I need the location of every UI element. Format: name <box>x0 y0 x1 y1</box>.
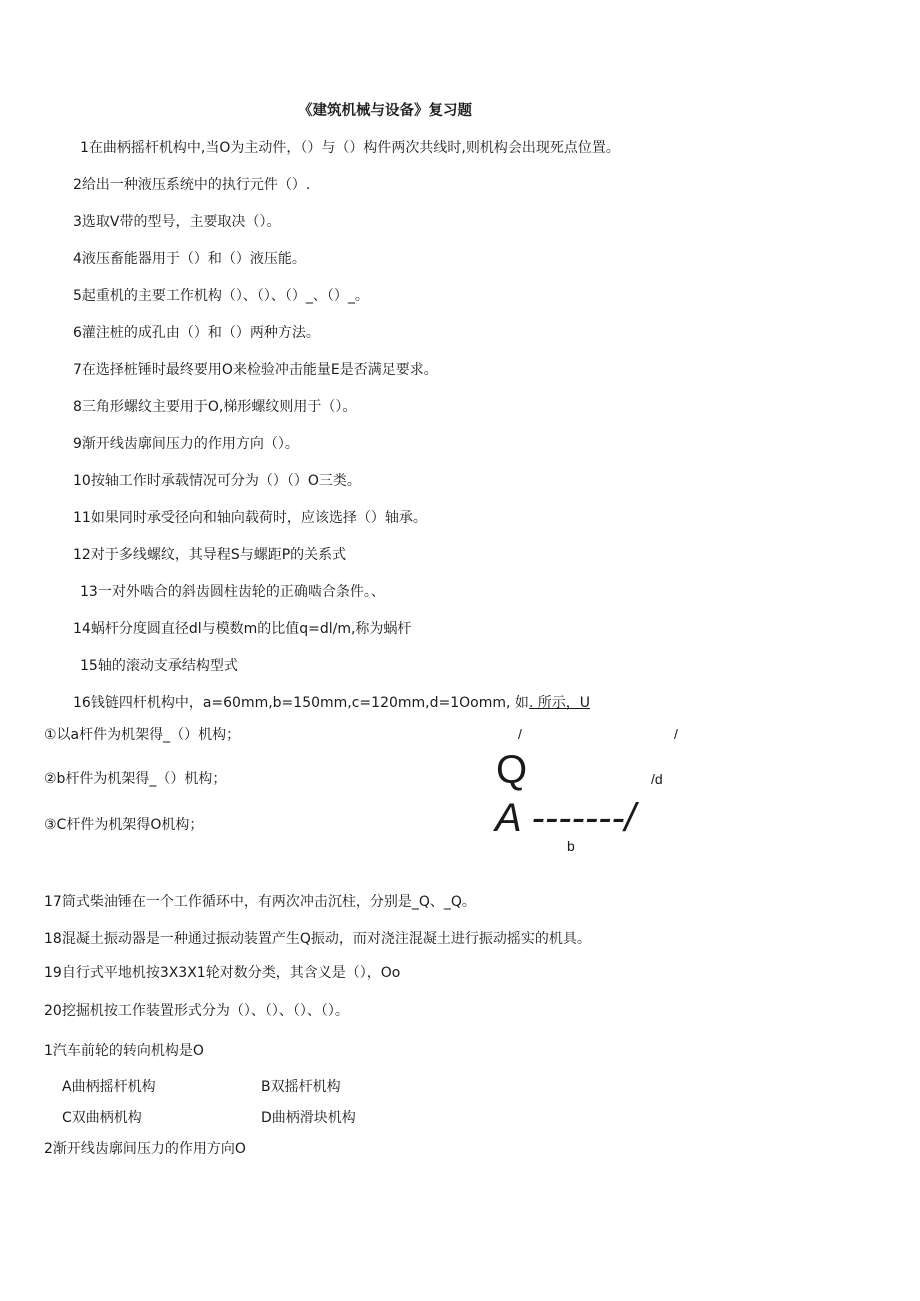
choice-option-b: B双摇杆机构 <box>261 1079 341 1095</box>
question-15: 15轴的滚动支承结构型式 <box>80 658 238 674</box>
question-18: 18混凝土振动器是一种通过振动装置产生Q振动，而对浇注混凝土进行振动摇实的机具。 <box>44 931 591 947</box>
question-3: 3选取V带的型号，主要取决（）。 <box>73 214 281 230</box>
question-17: 17筒式柴油锤在一个工作循环中，有两次冲击沉柱，分别是_Q、_Q。 <box>44 894 476 910</box>
choice-question-1: 1汽车前轮的转向机构是O <box>44 1043 204 1059</box>
page-title: 《建筑机械与设备》复习题 <box>298 103 472 119</box>
question-20: 20挖掘机按工作装置形式分为（）、（）、（）、（）。 <box>44 1003 349 1019</box>
question-8: 8三角形螺纹主要用于O,梯形螺纹则用于（）。 <box>73 399 357 415</box>
question-16-sub-3: ③C杆件为机架得O机构； <box>44 817 204 833</box>
figure-d-label: /d <box>651 771 663 787</box>
question-10: 10按轴工作时承载情况可分为（）（）O三类。 <box>73 473 361 489</box>
question-5: 5起重机的主要工作机构（）、（）、（）_、（）_。 <box>73 288 369 304</box>
figure-slash-left: / <box>518 726 522 742</box>
question-13: 13一对外啮合的斜齿圆柱齿轮的正确啮合条件。、 <box>80 584 385 600</box>
question-11: 11如果同时承受径向和轴向载荷时，应该选择（）轴承。 <box>73 510 427 526</box>
question-2: 2给出一种液压系统中的执行元件（）. <box>73 177 311 193</box>
question-16-sub-2: ②b杆件为机架得_（）机构； <box>44 771 227 787</box>
choice-option-d: D曲柄滑块机构 <box>261 1110 356 1126</box>
figure-b-label: b <box>567 838 575 854</box>
figure-q-label: Q <box>496 748 528 792</box>
figure-a-line: A -------/ <box>495 796 636 840</box>
question-16-text: 16钱链四杆机构中，a=60mm,b=150mm,c=120mm,d=1Oomm, 如 <box>73 695 529 711</box>
figure-slash-right: / <box>674 726 678 742</box>
question-14: 14蜗杆分度圆直径dl与模数m的比值q=dl∕m,称为蜗杆 <box>73 621 412 637</box>
choice-option-a: A曲柄摇杆机构 <box>62 1079 156 1095</box>
question-16-tail: . 所示，U <box>528 695 591 711</box>
question-6: 6灌注桩的成孔由（）和（）两种方法。 <box>73 325 320 341</box>
question-12: 12对于多线螺纹，其导程S与螺距P的关系式 <box>73 547 347 563</box>
choice-option-c: C双曲柄机构 <box>62 1110 142 1126</box>
question-7: 7在选择桩锤时最终要用O来检验冲击能量E是否满足要求。 <box>73 362 438 378</box>
question-16-sub-1: ①以a杆件为机架得_（）机构； <box>44 727 241 743</box>
question-1: 1在曲柄摇杆机构中,当O为主动件，（）与（）构件两次共线时,则机构会出现死点位置。 <box>80 140 620 156</box>
question-4: 4液压畜能器用于（）和（）液压能。 <box>73 251 306 267</box>
question-9: 9渐开线齿廓间压力的作用方向（）。 <box>73 436 299 452</box>
question-19: 19自行式平地机按3X3X1轮对数分类，其含义是（），Oo <box>44 965 401 981</box>
choice-question-2: 2渐开线齿廓间压力的作用方向O <box>44 1141 246 1157</box>
question-16 <box>73 694 590 712</box>
